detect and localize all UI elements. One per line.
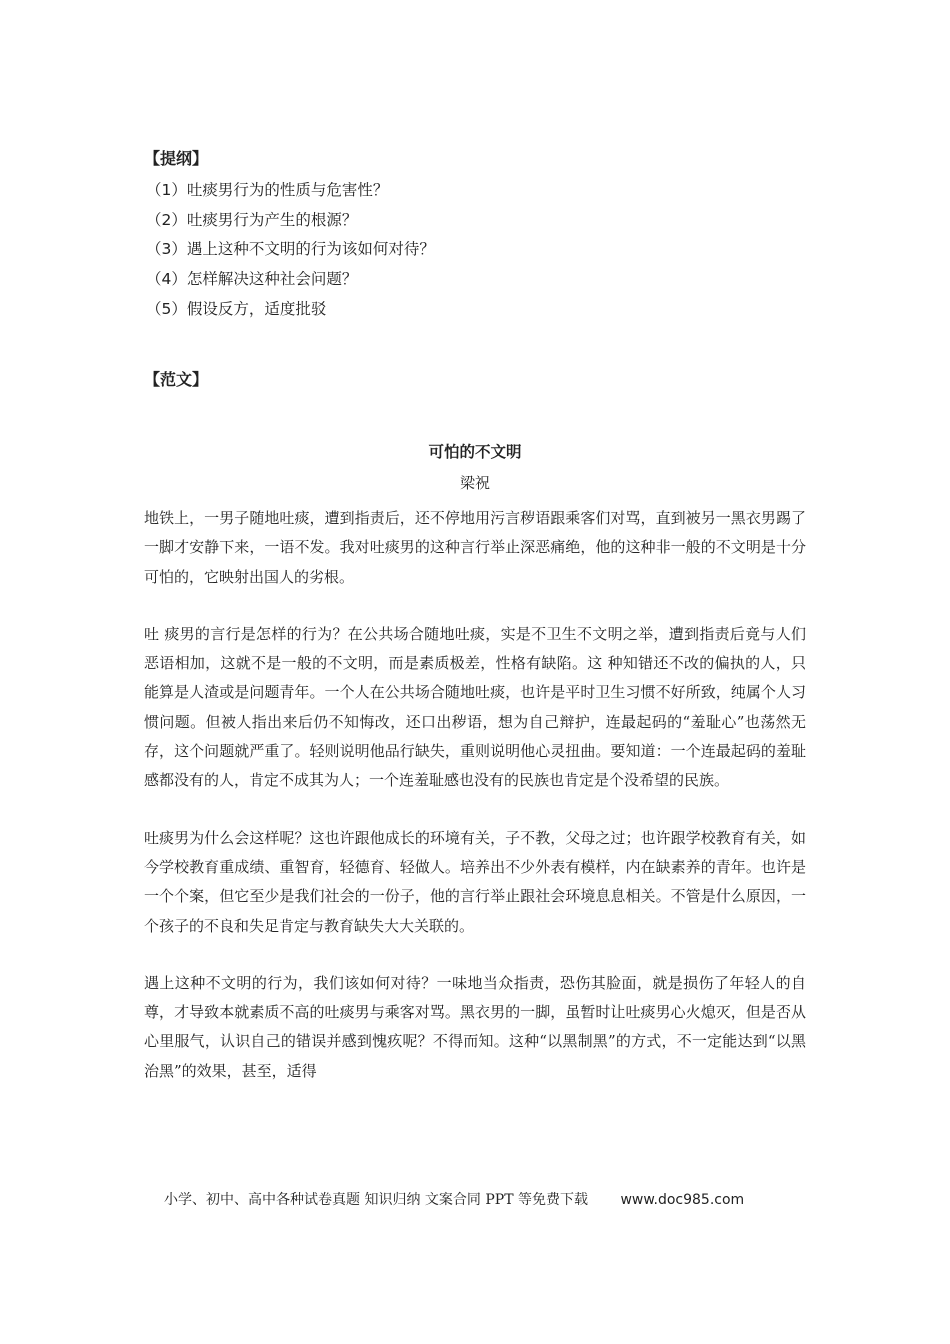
outline-item: （4）怎样解决这种社会问题？ <box>146 270 358 289</box>
sample-heading: 【范文】 <box>144 370 209 389</box>
outline-item: （5）假设反方，适度批驳 <box>146 299 327 318</box>
outline-item: （2）吐痰男行为产生的根源？ <box>146 210 358 229</box>
essay-title: 可怕的不文明 <box>428 443 522 461</box>
footer-text: 小学、初中、高中各种试卷真题 知识归纳 文案合同 PPT 等免费下载 <box>164 1192 588 1208</box>
outline-item: （1）吐痰男行为的性质与危害性？ <box>146 181 389 199</box>
essay-body <box>144 504 806 1114</box>
essay-paragraph: 吐痰男为什么会这样呢？这也许跟他成长的环境有关，子不教，父母之过；也许跟学校教育有关，如今学校教育重成绩、重智育，轻德育、轻做人。培养出不少外表有模样，内在缺素养的青年。也许是一个个案，但它至少是我们社会的一份子，他的言行举止跟社会环境息息相关。不管是什么原因，一个孩子的不良和失足肯定与教育缺失大大关联的。 <box>144 828 806 935</box>
essay-paragraph: 遇上这种不文明的行为，我们该如何对待？一味地当众指责，恐伤其脸面，就是损伤了年轻人的自尊，才导致本就素质不高的吐痰男与乘客对骂。黑衣男的一脚，虽暂时让吐痰男心火熄灭，但是否从心里服气，认识自己的错误并感到愧疚呢？不得而知。这种“以黑制黑”的方式，不一定能达到“以黑治黑”的效果，甚至，适得 <box>144 973 806 1080</box>
footer-url[interactable]: www.doc985.com <box>620 1192 745 1208</box>
essay-author: 梁祝 <box>459 474 490 492</box>
outline-heading: 【提纲】 <box>144 149 209 168</box>
page-footer <box>164 1189 744 1211</box>
essay-paragraph: 地铁上，一男子随地吐痰，遭到指责后，还不停地用污言秽语跟乘客们对骂，直到被另一黑衣男踢了一脚才安静下来，一语不发。我对吐痰男的这种言行举止深恶痛绝，他的这种非一般的不文明是十分可怕的，它映射出国人的劣根。 <box>144 509 806 586</box>
essay-paragraph: 吐 痰男的言行是怎样的行为？在公共场合随地吐痰，实是不卫生不文明之举，遭到指责后竟与人们恶语相加，这就不是一般的不文明，而是素质极差，性格有缺陷。这 种知错还不改的偏执的人，只能算是人渣或是问题青年。一个人在公共场合随地吐痰，也许是平时卫生习惯不好所致，纯属个人习惯问题。但被人指出来后仍不知悔改，还口出秽语，想为自己辩护，连最起码的“羞耻心”也荡然无存，这个问题就严重了。轻则说明他品行缺失，重则说明他心灵扭曲。要知道：一个连最起码的羞耻感都没有的人，肯定不成其为人；一个连羞耻感也没有的民族也肯定是个没希望的民族。 <box>144 624 806 790</box>
outline-list <box>146 176 435 325</box>
outline-item: （3）遇上这种不文明的行为该如何对待？ <box>146 240 435 259</box>
